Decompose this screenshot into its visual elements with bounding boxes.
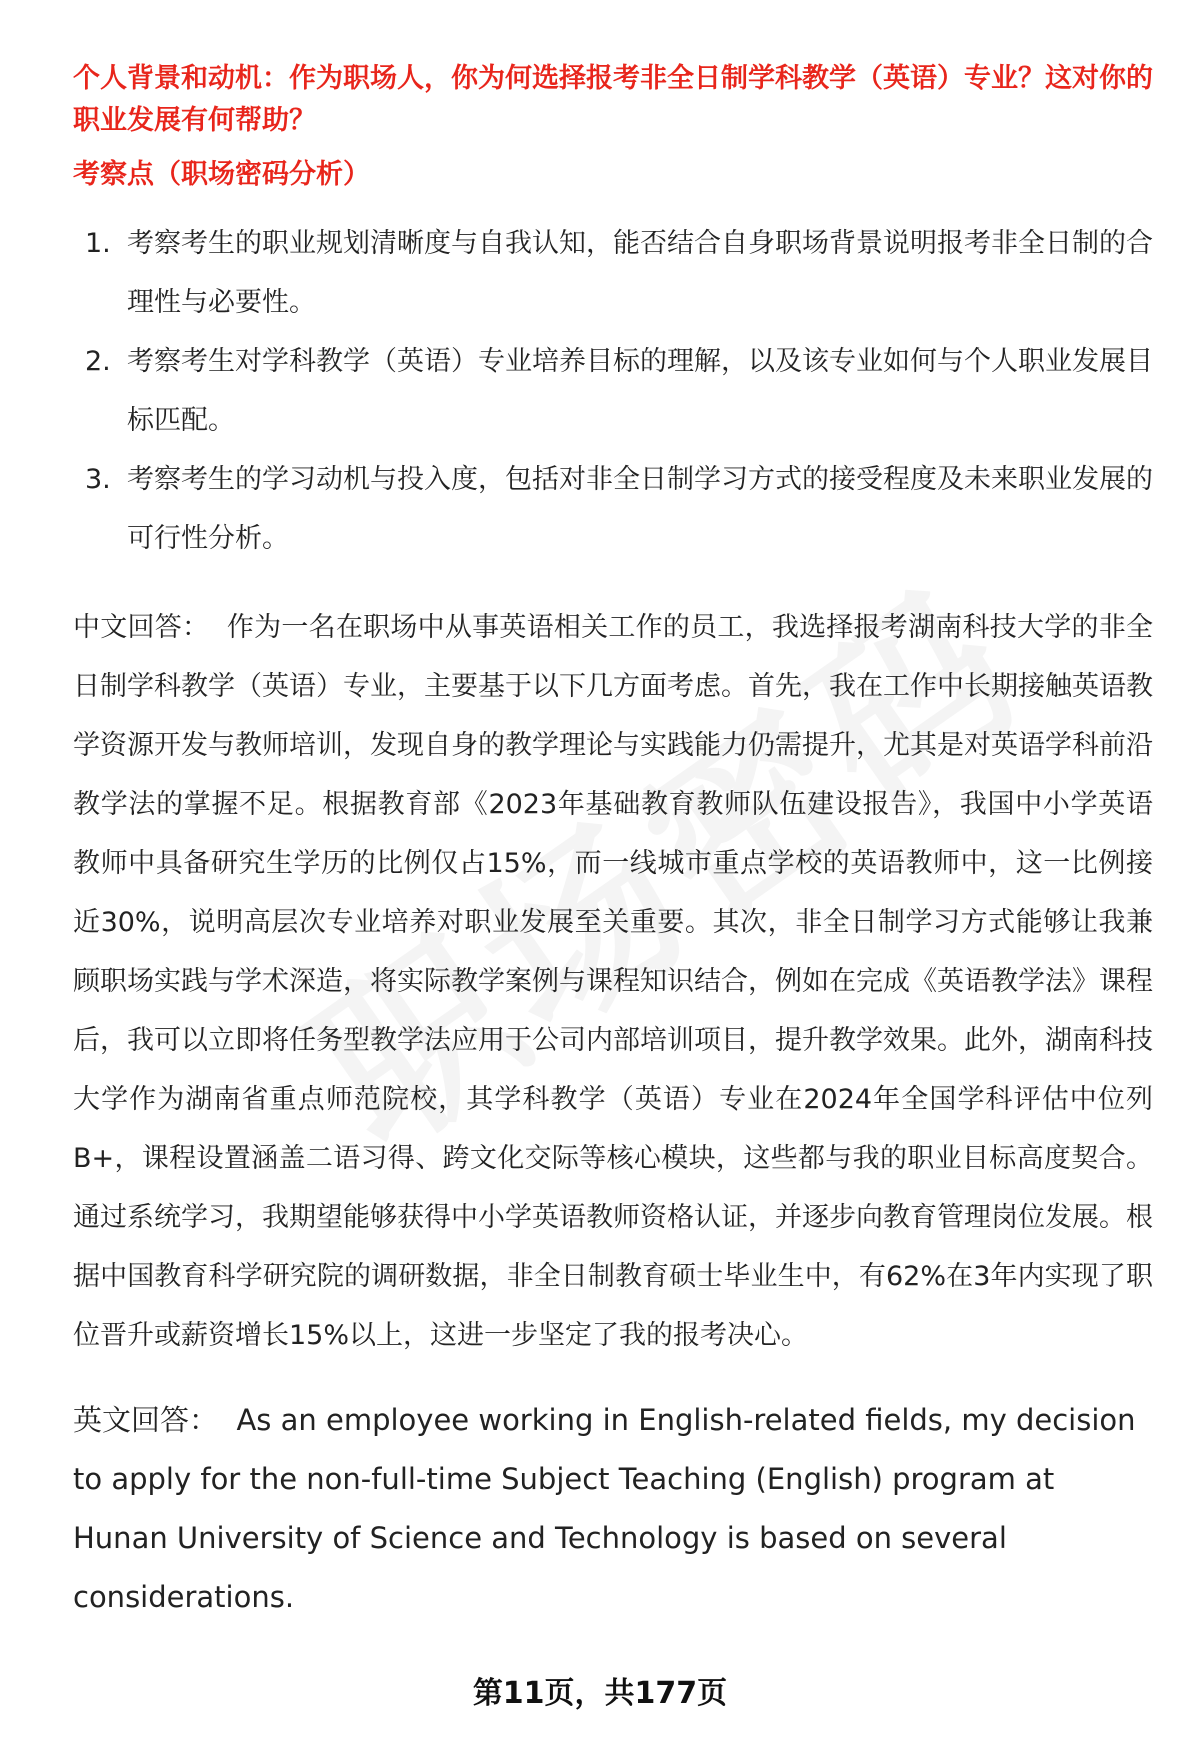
english-answer-text: As an employee working in English-related fields, my decision to apply for the non-full-time Subject Teaching (English) program at Hunan University of Science and Technology is based on several considerations. xyxy=(73,1403,1136,1614)
list-item xyxy=(73,450,1153,568)
english-answer xyxy=(73,1391,1153,1627)
list-item-text: 考察考生的学习动机与投入度，包括对非全日制学习方式的接受程度及未来职业发展的可行性分析。 xyxy=(127,464,1153,554)
list-item xyxy=(73,214,1153,332)
list-item-text: 考察考生的职业规划清晰度与自我认知，能否结合自身职场背景说明报考非全日制的合理性与必要性。 xyxy=(127,228,1153,318)
chinese-answer-text: 作为一名在职场中从事英语相关工作的员工，我选择报考湖南科技大学的非全日制学科教学（英语）专业，主要基于以下几方面考虑。首先，我在工作中长期接触英语教学资源开发与教师培训，发现自身的教学理论与实践能力仍需提升，尤其是对英语学科前沿教学法的掌握不足。根据教育部《2023年基础教育教师队伍建设报告》，我国中小学英语教师中具备研究生学历的比例仅占15%，而一线城市重点学校的英语教师中，这一比例接近30%，说明高层次专业培养对职业发展至关重要。其次，非全日制学习方式能够让我兼顾职场实践与学术深造，将实际教学案例与课程知识结合，例如在完成《英语教学法》课程后，我可以立即将任务型教学法应用于公司内部培训项目，提升教学效果。此外，湖南科技大学作为湖南省重点师范院校，其学科教学（英语）专业在2024年全国学科评估中位列B+，课程设置涵盖二语习得、跨文化交际等核心模块，这些都与我的职业目标高度契合。通过系统学习，我期望能够获得中小学英语教师资格认证，并逐步向教育管理岗位发展。根据中国教育科学研究院的调研数据，非全日制教育硕士毕业生中，有62%在3年内实现了职位晋升或薪资增长15%以上，这进一步坚定了我的报考决心。 xyxy=(73,612,1154,1351)
list-number: 2. xyxy=(85,346,111,377)
chinese-answer-label: 中文回答： xyxy=(73,612,210,643)
chinese-answer xyxy=(73,598,1153,1365)
exam-points-title: 考察点（职场密码分析） xyxy=(73,159,370,190)
question-heading: 个人背景和动机：作为职场人，你为何选择报考非全日制学科教学（英语）专业？这对你的职业发展有何帮助？ xyxy=(73,63,1153,136)
page-number-footer: 第11页，共177页 xyxy=(472,1676,728,1711)
document-page xyxy=(73,58,1153,1627)
list-number: 1. xyxy=(85,228,111,259)
list-item-text: 考察考生对学科教学（英语）专业培养目标的理解，以及该专业如何与个人职业发展目标匹配。 xyxy=(127,346,1153,436)
english-answer-label: 英文回答： xyxy=(73,1403,219,1437)
exam-points-list xyxy=(73,214,1153,568)
list-item xyxy=(73,332,1153,450)
list-number: 3. xyxy=(85,464,111,495)
